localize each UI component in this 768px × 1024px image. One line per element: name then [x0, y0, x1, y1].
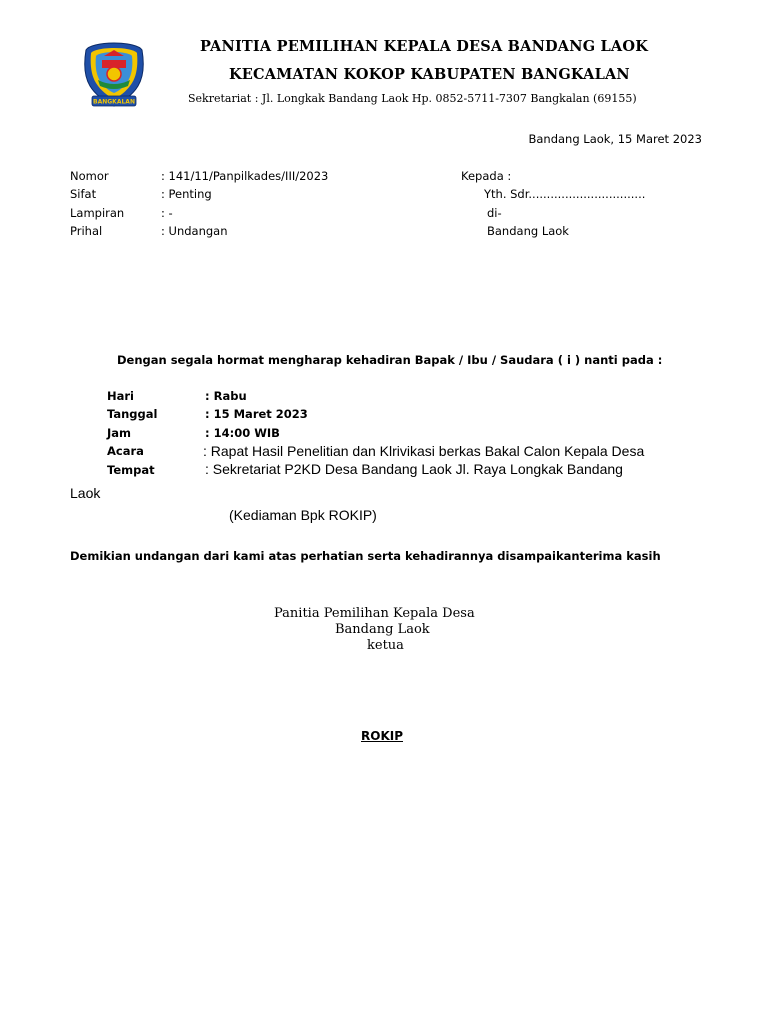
detail-label-jam: Jam [107, 426, 132, 440]
meta-label-prihal: Prihal [70, 224, 103, 238]
logo-banner-text: BANGKALAN [93, 98, 135, 106]
detail-note: (Kediaman Bpk ROKIP) [229, 507, 377, 523]
meta-label-sifat: Sifat [70, 187, 97, 201]
detail-label-hari: Hari [107, 389, 134, 403]
meta-value-nomor: : 141/11/Panpilkades/III/2023 [161, 169, 329, 183]
closing-sentence: Demikian undangan dari kami atas perhatian serta kehadirannya disampaikanterima kasih [70, 549, 661, 563]
meta-label-lampiran: Lampiran [70, 206, 125, 220]
place-date: Bandang Laok, 15 Maret 2023 [528, 132, 702, 146]
signatory-name: ROKIP [361, 729, 403, 743]
bangkalan-regency-logo [80, 40, 148, 110]
detail-tempat-continuation: Laok [70, 485, 101, 501]
signature-line1: Panitia Pemilihan Kepala Desa [274, 606, 475, 621]
detail-label-tanggal: Tanggal [107, 407, 158, 421]
signature-line3: ketua [367, 638, 404, 653]
letterhead-title-line2: KECAMATAN KOKOP KABUPATEN BANGKALAN [229, 66, 630, 83]
recipient-place: Bandang Laok [487, 224, 569, 238]
letterhead-address: Sekretariat : Jl. Longkak Bandang Laok Hp. 0852-5711-7307 Bangkalan (69155) [188, 92, 637, 105]
meta-value-lampiran: : - [161, 206, 173, 220]
detail-value-acara: : Rapat Hasil Penelitian dan Klrivikasi berkas Bakal Calon Kepala Desa [203, 443, 645, 459]
opening-sentence: Dengan segala hormat mengharap kehadiran Bapak / Ibu / Saudara ( i ) nanti pada : [117, 353, 663, 367]
meta-value-prihal: : Undangan [161, 224, 228, 238]
meta-value-sifat: : Penting [161, 187, 212, 201]
detail-label-tempat: Tempat [107, 463, 155, 477]
signature-line2: Bandang Laok [335, 622, 430, 637]
meta-label-nomor: Nomor [70, 169, 109, 183]
detail-value-tempat: : Sekretariat P2KD Desa Bandang Laok Jl. Raya Longkak Bandang [205, 461, 623, 477]
detail-label-acara: Acara [107, 444, 144, 458]
recipient-yth: Yth. Sdr................................ [484, 187, 646, 201]
letterhead-title-line1: PANITIA PEMILIHAN KEPALA DESA BANDANG LAOK [200, 38, 649, 55]
recipient-di: di- [487, 206, 502, 220]
detail-value-jam: : 14:00 WIB [205, 426, 280, 440]
recipient-kepada: Kepada : [461, 169, 512, 183]
detail-value-hari: : Rabu [205, 389, 247, 403]
detail-value-tanggal: : 15 Maret 2023 [205, 407, 308, 421]
